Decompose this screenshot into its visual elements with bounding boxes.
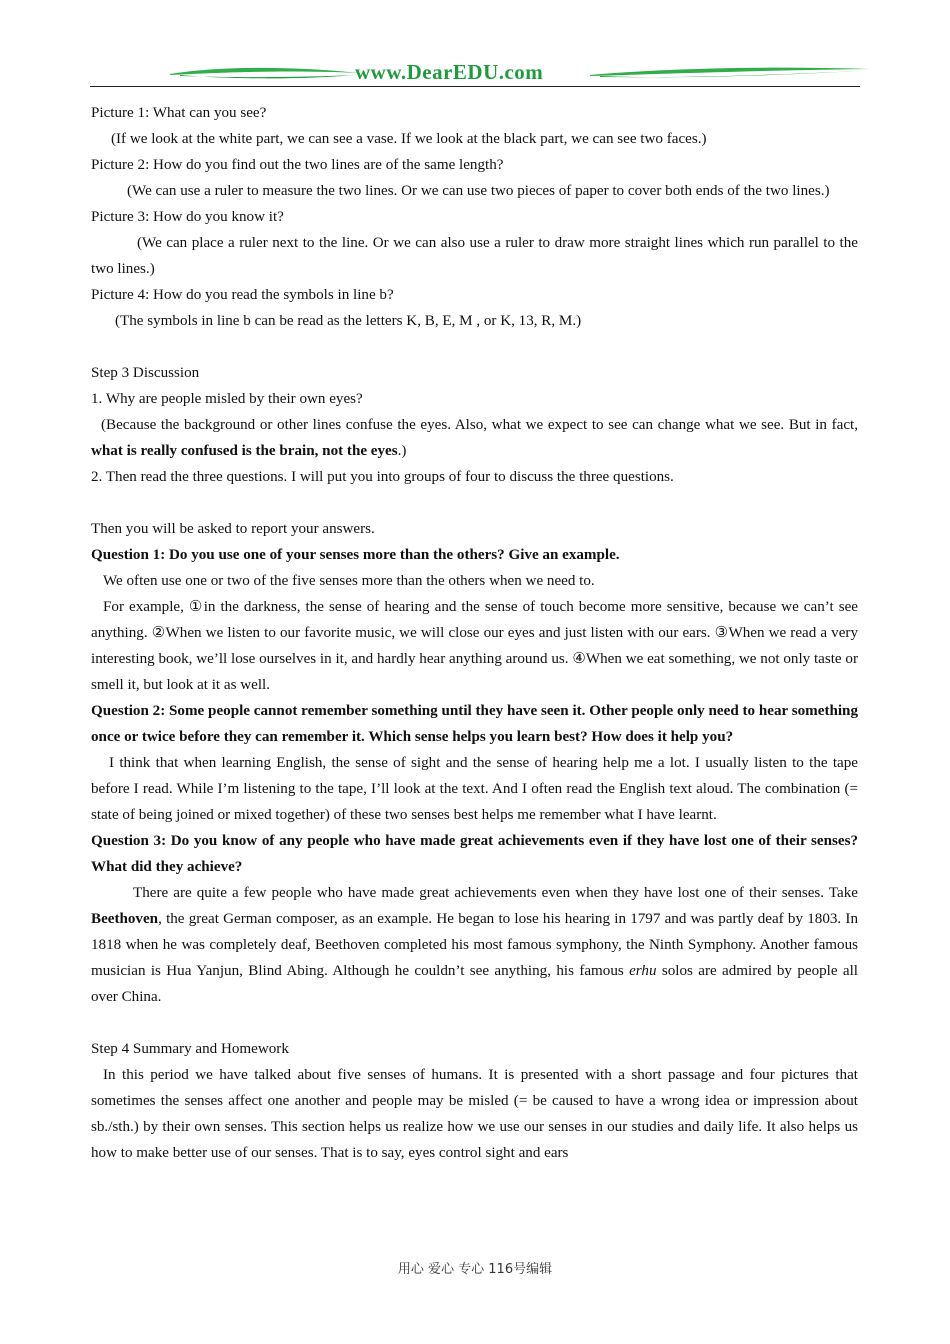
picture-1-answer: (If we look at the white part, we can see a vase. If we look at the black part, we can see two faces.)	[111, 131, 707, 147]
step-4-heading: Step 4 Summary and Homework	[91, 1041, 289, 1057]
green-swoosh-left-icon	[170, 66, 360, 82]
picture-4-question: Picture 4: How do you read the symbols in line b?	[91, 287, 394, 303]
summary-paragraph: In this period we have talked about five senses of humans. It is presented with a short passage and four pictures that sometimes the senses affect one another and people may be misled (= be caused to have a wrong idea or impression about sb./sth.) by their own senses. This section helps us realize how we use our senses in our studies and daily life. It also helps us how to make better use of our senses. That is to say, eyes control sight and ears	[91, 1067, 858, 1161]
discussion-answer-1: (Because the background or other lines confuse the eyes. Also, what we expect to see can change what we see. But in fact, what is really confused is the brain, not the eyes.)	[91, 417, 858, 459]
picture-4-answer: (The symbols in line b can be read as the letters K, B, E, M , or K, 13, R, M.)	[115, 313, 582, 329]
question-2-answer: I think that when learning English, the sense of sight and the sense of hearing help me a lot. I usually listen to the tape before I read. While I’m listening to the tape, I’ll look at the text. And I often read the English text aloud. The combination (= state of being joined or mixed together) of these two senses best helps me remember what I have learnt.	[91, 755, 858, 823]
document-body	[91, 100, 858, 1166]
page-footer: 用心 爱心 专心 116号编辑	[397, 1262, 553, 1277]
question-1-answer-examples: For example, ①in the darkness, the sense of hearing and the sense of touch become more sensitive, because we can’t see anything. ②When we listen to our favorite music, we will close our eyes and just listen with our ears. ③When we read a very interesting book, we’ll lose ourselves in it, and hardly hear anything around us. ④When we eat something, we not only taste or smell it, but look at it as well.	[91, 599, 858, 693]
picture-2-question: Picture 2: How do you find out the two lines are of the same length?	[91, 157, 504, 173]
green-swoosh-right-icon	[590, 66, 870, 82]
beethoven-name: Beethoven	[91, 911, 159, 927]
question-1-answer-intro: We often use one or two of the five senses more than the others when we need to.	[103, 573, 595, 589]
discussion-question-1: 1. Why are people misled by their own eyes?	[91, 391, 363, 407]
picture-1-question: Picture 1: What can you see?	[91, 105, 267, 121]
emphasis-text: what is really confused is the brain, not the eyes	[91, 443, 398, 459]
erhu-term: erhu	[629, 963, 657, 979]
question-3: Question 3: Do you know of any people who have made great achievements even if they have lost one of their senses? What did they achieve?	[91, 833, 858, 875]
question-2: Question 2: Some people cannot remember something until they have seen it. Other people only need to hear something once or twice before they can remember it. Which sense helps you learn best? How does it help you?	[91, 703, 858, 745]
question-1: Question 1: Do you use one of your senses more than the others? Give an example.	[91, 547, 620, 563]
discussion-instruction-2: 2. Then read the three questions. I will put you into groups of four to discuss the three questions.	[91, 469, 674, 485]
picture-3-question: Picture 3: How do you know it?	[91, 209, 284, 225]
picture-2-answer: (We can use a ruler to measure the two lines. Or we can use two pieces of paper to cover both ends of the two lines.)	[127, 183, 830, 199]
report-instruction: Then you will be asked to report your answers.	[91, 521, 375, 537]
site-logo-text: www.DearEDU.com	[355, 60, 544, 84]
step-3-heading: Step 3 Discussion	[91, 365, 200, 381]
page-header	[90, 58, 860, 90]
question-3-answer: There are quite a few people who have made great achievements even when they have lost one of their senses. Take Beethoven, the great German composer, as an example. He began to lose his hearing in 1797 and was partly deaf by 1803. In 1818 when he was completely deaf, Beethoven completed his most famous symphony, the Ninth Symphony. Another famous musician is Hua Yanjun, Blind Abing. Although he couldn’t see anything, his famous erhu solos are admired by people all over China.	[91, 885, 858, 1005]
picture-3-answer: (We can place a ruler next to the line. Or we can also use a ruler to draw more straight lines which run parallel to the two lines.)	[91, 235, 858, 277]
header-rule	[90, 86, 860, 87]
